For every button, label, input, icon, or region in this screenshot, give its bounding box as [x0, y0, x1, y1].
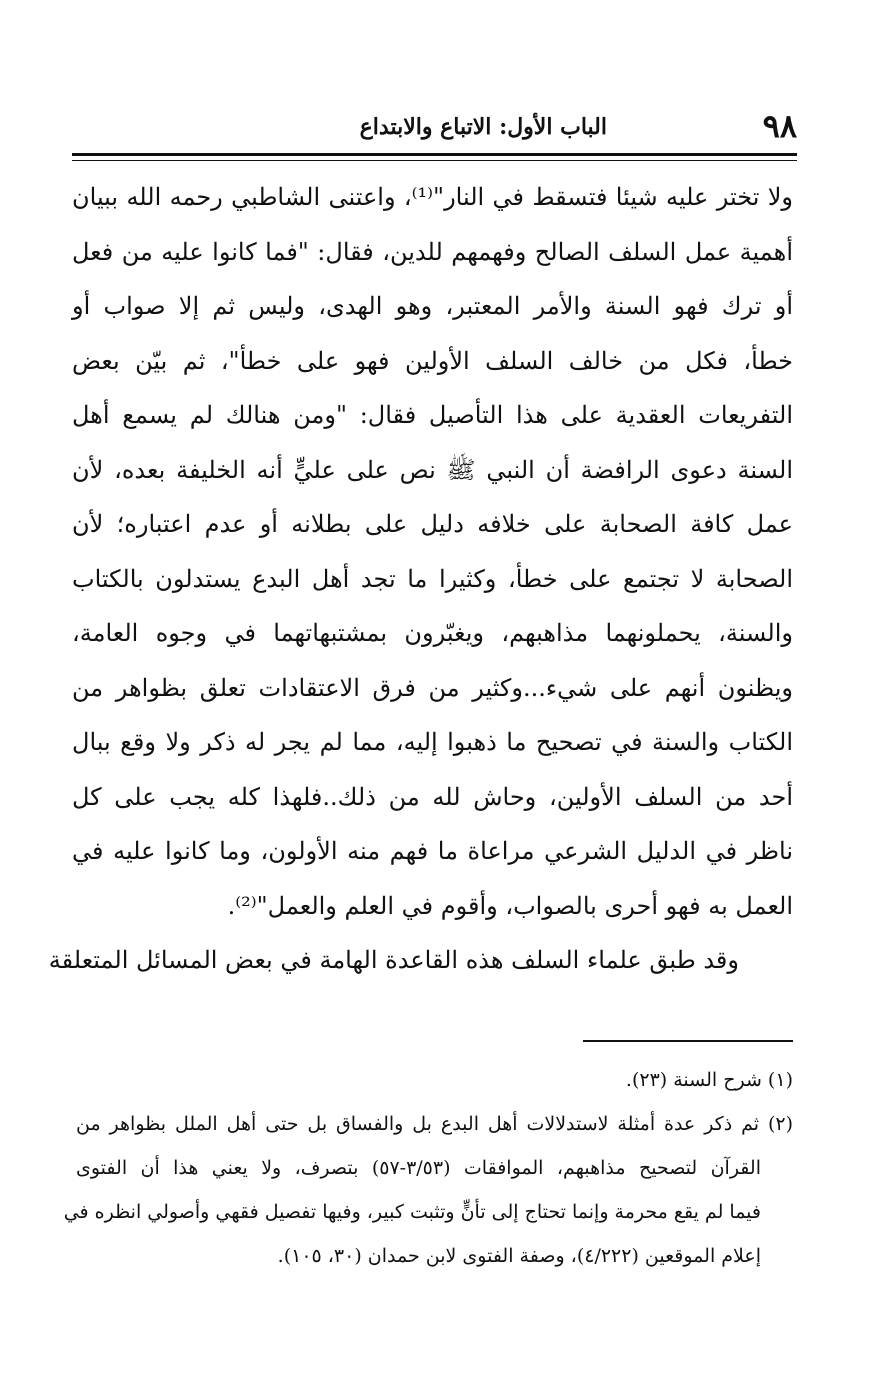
text-line: التفريعات العقدية على هذا التأصيل فقال: "ومن هنالك لم يسمع أهل	[72, 401, 793, 429]
text-line: أحد من السلف الأولين، وحاش لله من ذلك..فلهذا كله يجب على كل	[72, 782, 794, 811]
footnote-2-line: فيما لم يقع محرمة وإنما تحتاج إلى تأنٍّ وتثبت كبير، وفيها تفصيل فقهي وأصولي انظره في	[63, 1201, 761, 1223]
text-line: ناظر في الدليل الشرعي مراعاة ما فهم منه الأولون، وما كانوا عليه في	[72, 837, 793, 865]
text-line: ويظنون أنهم على شيء...وكثير من فرق الاعتقادات تعلق بظواهر من	[72, 673, 793, 702]
text-line: السنة دعوى الرافضة أن النبي ﷺ نص على عليٍّ أنه الخليفة بعده، لأن	[72, 455, 793, 484]
text-line: أو ترك فهو السنة والأمر المعتبر، وهو الهدى، وليس ثم إلا صواب أو	[72, 292, 793, 320]
running-title: الباب الأول: الاتباع والابتداع	[359, 114, 607, 140]
text-line: ولا تختر عليه شيئا فتسقط في النار"⁽¹⁾، واعتنى الشاطبي رحمه الله ببيان	[72, 183, 793, 211]
footnotes	[63, 1058, 793, 1278]
footnote-1: (١) شرح السنة (٢٣).	[625, 1069, 793, 1091]
page-header	[72, 106, 797, 152]
text-line: الصحابة لا تجتمع على خطأ، وكثيرا ما تجد أهل البدع يستدلون بالكتاب	[72, 564, 793, 593]
header-rule-thin	[72, 160, 797, 161]
text-line: أهمية عمل السلف الصالح وفهمهم للدين، فقال: "فما كانوا عليه من فعل	[72, 237, 793, 266]
paragraph-start-line: وقد طبق علماء السلف هذه القاعدة الهامة في بعض المسائل المتعلقة	[48, 946, 739, 974]
page-number: ٩٨	[762, 107, 797, 145]
text-line: عمل كافة الصحابة على خلافه دليل على بطلانه أو عدم اعتباره؛ لأن	[72, 510, 793, 538]
header-rule-thick	[72, 153, 797, 156]
footnote-2-line: إعلام الموقعين (٤/٢٢٢)، وصفة الفتوى لابن حمدان (٣٠، ١٠٥).	[277, 1245, 761, 1267]
text-line: الكتاب والسنة في تصحيح ما ذهبوا إليه، مما لم يجر له ذكر ولا وقع ببال	[72, 728, 793, 756]
text-line: العمل به فهو أحرى بالصواب، وأقوم في العلم والعمل"⁽²⁾.	[227, 891, 793, 920]
footnote-separator	[583, 1040, 793, 1042]
text-line: خطأ، فكل من خالف السلف الأولين فهو على خطأ"، ثم بيّن بعض	[72, 346, 793, 375]
main-text	[48, 170, 794, 988]
footnote-2-line: القرآن لتصحيح مذاهبهم، الموافقات (٣/٥٣-٥٧) بتصرف، ولا يعني هذا أن الفتوى	[76, 1157, 761, 1179]
footnote-2: (٢) ثم ذكر عدة أمثلة لاستدلالات أهل البدع بل والفساق بل حتى أهل الملل بظواهر من	[76, 1113, 793, 1135]
text-line: والسنة، يحملونهما مذاهبهم، ويغبّرون بمشتبهاتهما في وجوه العامة،	[72, 619, 793, 647]
